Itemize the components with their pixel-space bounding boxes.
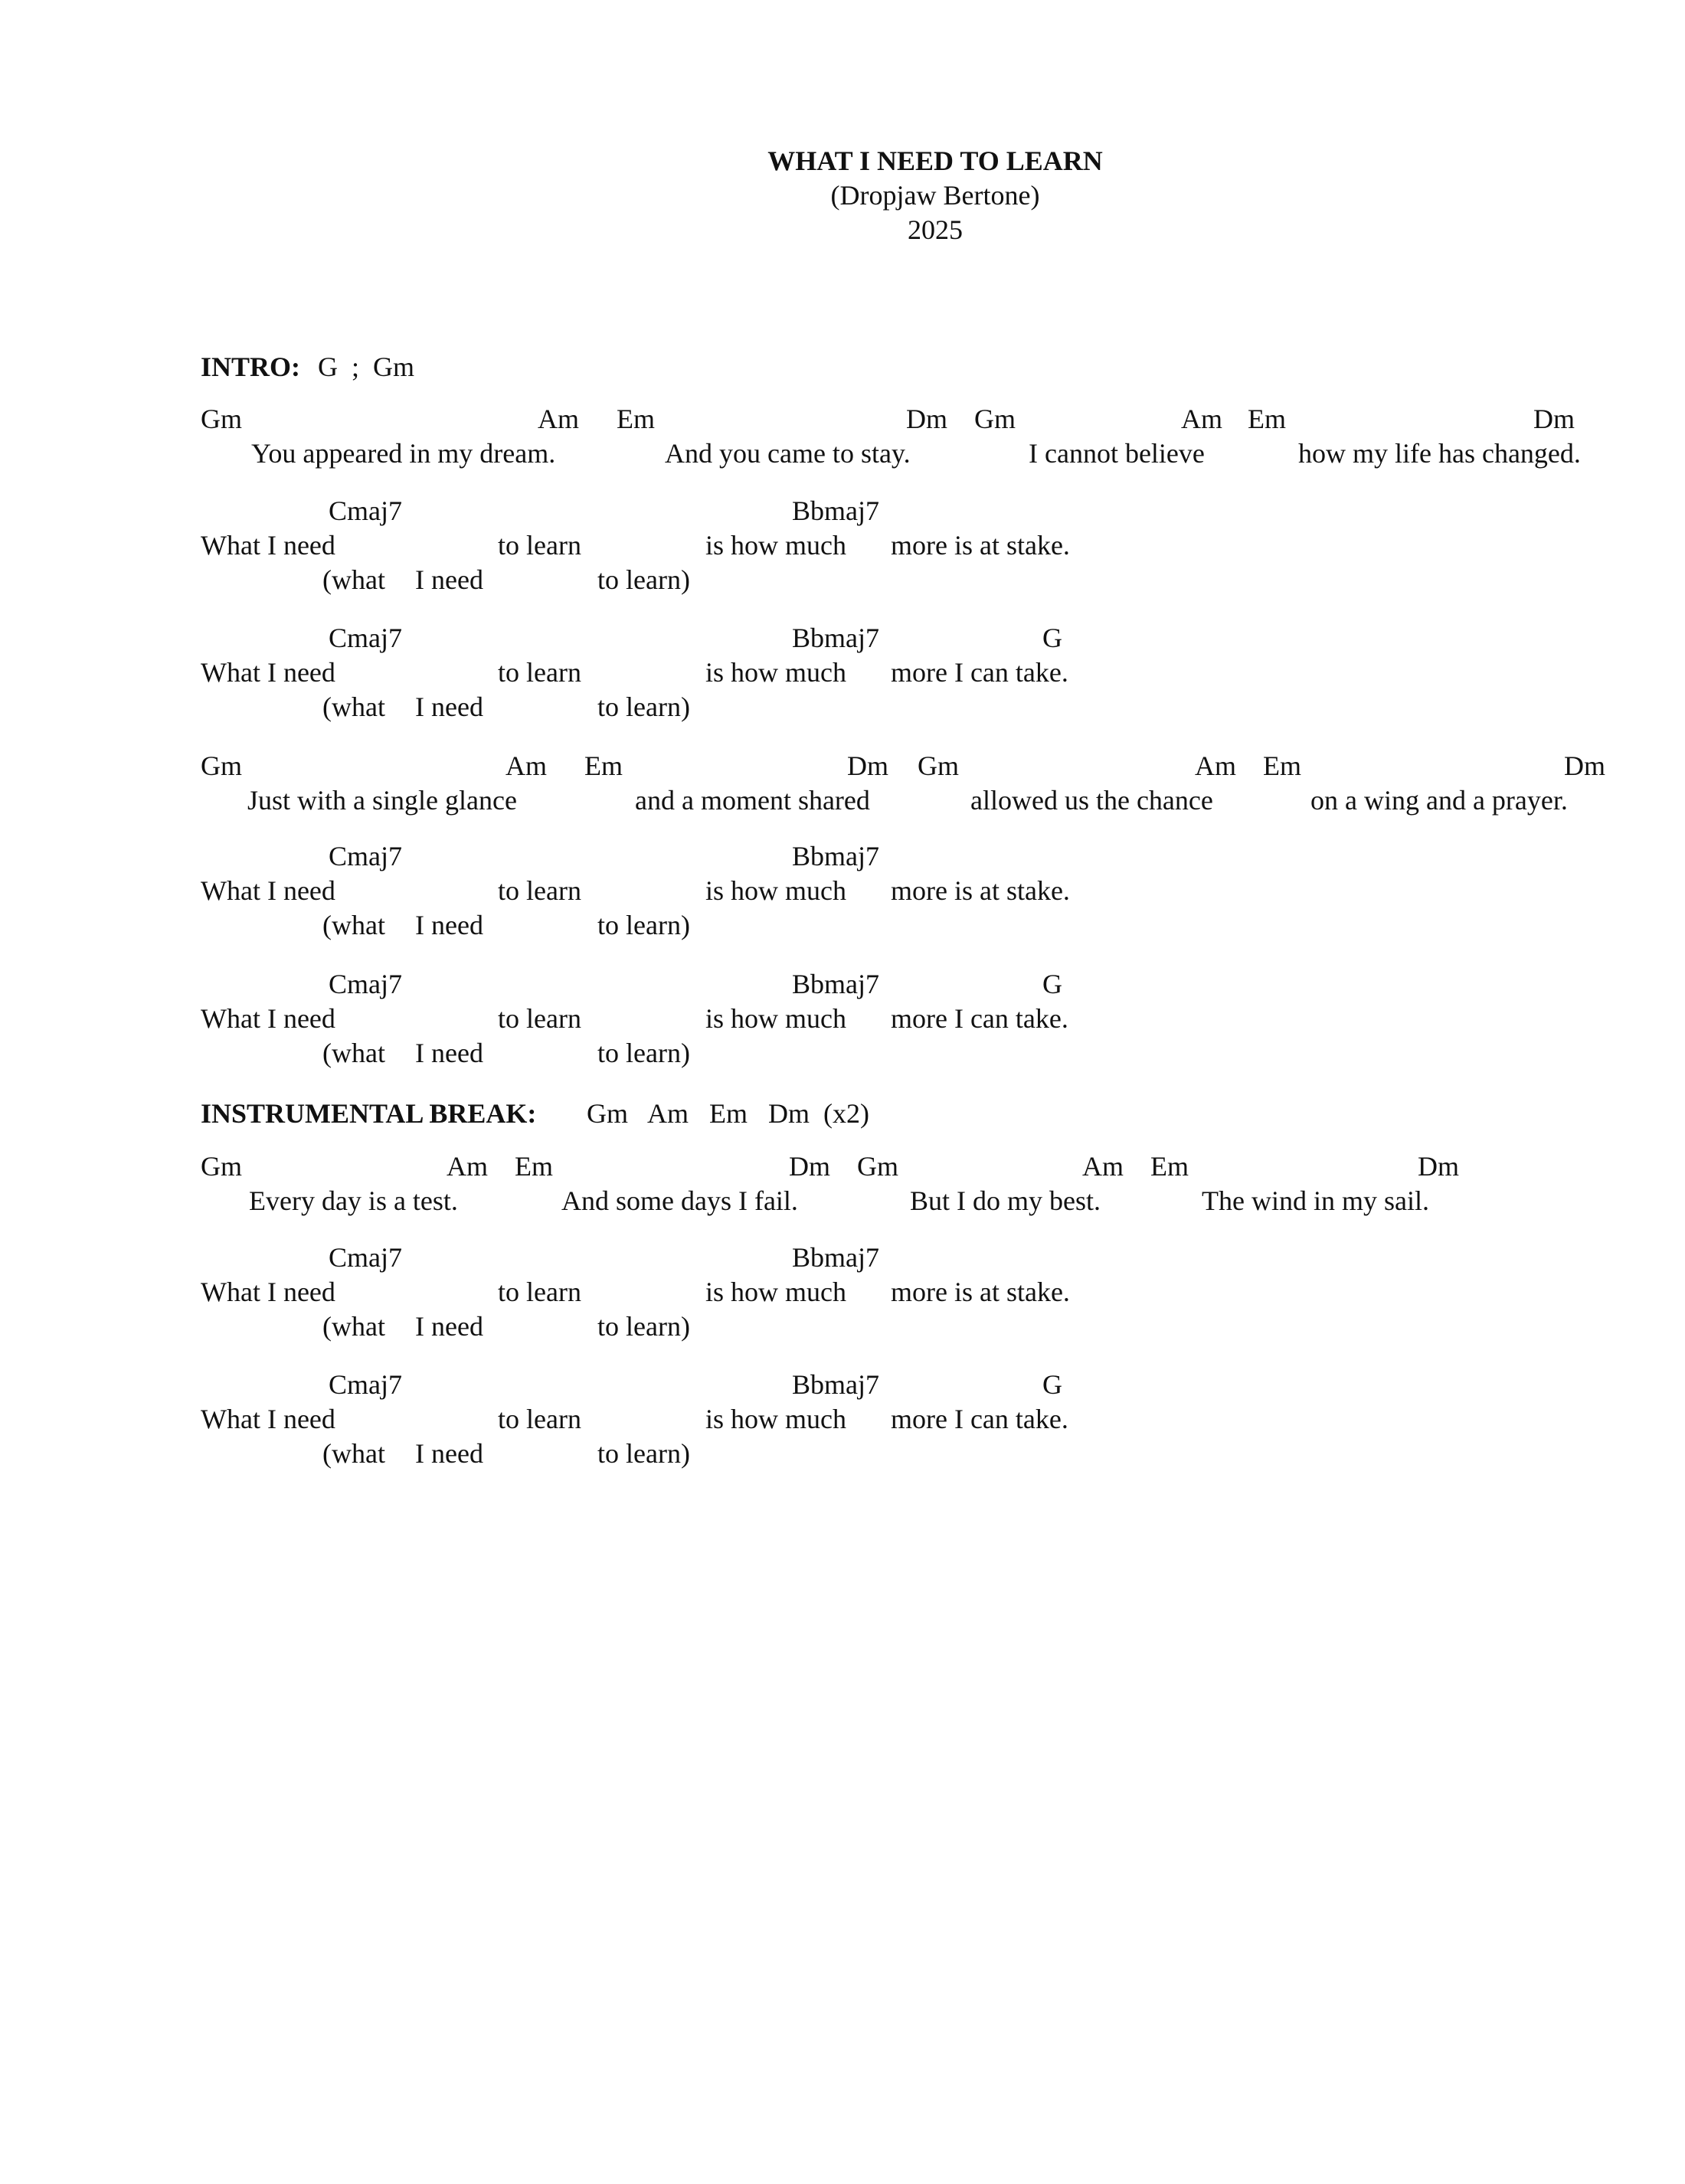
song-title: WHAT I NEED TO LEARN xyxy=(767,145,1103,176)
backing-vocal: (what xyxy=(322,910,385,940)
chord: Gm xyxy=(201,750,242,781)
lyric: to learn xyxy=(498,1404,581,1434)
backing-vocal: to learn) xyxy=(597,564,690,595)
lyric: is how much xyxy=(705,1003,846,1034)
backing-vocal: to learn) xyxy=(597,1438,690,1469)
chord: G xyxy=(1042,969,1062,999)
lyric: But I do my best. xyxy=(910,1185,1101,1216)
lyric: to learn xyxy=(498,530,581,561)
chord: Cmaj7 xyxy=(329,623,402,653)
lyric: is how much xyxy=(705,657,846,688)
chord: Dm xyxy=(906,404,947,434)
lyric: The wind in my sail. xyxy=(1202,1185,1429,1216)
chord: Bbmaj7 xyxy=(792,841,879,871)
chord: Gm xyxy=(201,404,242,434)
backing-vocal: I need xyxy=(415,1038,483,1068)
chord: Bbmaj7 xyxy=(792,1242,879,1273)
lyric: to learn xyxy=(498,875,581,906)
lyric: how my life has changed. xyxy=(1298,438,1581,469)
backing-vocal: (what xyxy=(322,1311,385,1342)
chord: Dm xyxy=(1418,1151,1459,1182)
lyric: is how much xyxy=(705,1277,846,1307)
chord: Gm xyxy=(201,1151,242,1182)
lyric: more I can take. xyxy=(891,1003,1068,1034)
chord: Am xyxy=(1181,404,1222,434)
chord: Bbmaj7 xyxy=(792,969,879,999)
lyric: And you came to stay. xyxy=(665,438,911,469)
lyric: more I can take. xyxy=(891,1404,1068,1434)
chord: Dm xyxy=(789,1151,830,1182)
chord: Gm xyxy=(974,404,1016,434)
chord: G xyxy=(1042,1369,1062,1400)
instrumental-label: INSTRUMENTAL BREAK: xyxy=(201,1098,537,1129)
chord: Am xyxy=(1195,750,1236,781)
backing-vocal: I need xyxy=(415,691,483,722)
chord: Am xyxy=(1082,1151,1124,1182)
chord: Gm xyxy=(857,1151,898,1182)
chord: Cmaj7 xyxy=(329,1242,402,1273)
chord: Dm xyxy=(1533,404,1575,434)
chord: Cmaj7 xyxy=(329,495,402,526)
backing-vocal: I need xyxy=(415,564,483,595)
chord: Am xyxy=(538,404,579,434)
lyric: I cannot believe xyxy=(1029,438,1205,469)
chord: Em xyxy=(1263,750,1301,781)
song-artist: (Dropjaw Bertone) xyxy=(830,180,1040,211)
lyric: You appeared in my dream. xyxy=(251,438,556,469)
lyric: What I need xyxy=(201,657,335,688)
song-year: 2025 xyxy=(908,214,963,245)
backing-vocal: to learn) xyxy=(597,910,690,940)
lyric: What I need xyxy=(201,1404,335,1434)
backing-vocal: to learn) xyxy=(597,691,690,722)
chord: Em xyxy=(1248,404,1286,434)
lyric: more is at stake. xyxy=(891,1277,1070,1307)
lyric: more I can take. xyxy=(891,657,1068,688)
chord: Bbmaj7 xyxy=(792,495,879,526)
chord: Gm xyxy=(918,750,959,781)
chord: Dm xyxy=(847,750,888,781)
backing-vocal: to learn) xyxy=(597,1038,690,1068)
lyric: to learn xyxy=(498,1003,581,1034)
chord: Em xyxy=(617,404,655,434)
chord: Cmaj7 xyxy=(329,1369,402,1400)
lyric: Just with a single glance xyxy=(247,785,517,816)
chord: Cmaj7 xyxy=(329,841,402,871)
chord: Em xyxy=(584,750,623,781)
lyric: more is at stake. xyxy=(891,875,1070,906)
backing-vocal: (what xyxy=(322,1038,385,1068)
lyric: is how much xyxy=(705,1404,846,1434)
chord: Am xyxy=(447,1151,488,1182)
chord: Dm xyxy=(1564,750,1605,781)
backing-vocal: I need xyxy=(415,1311,483,1342)
backing-vocal: (what xyxy=(322,1438,385,1469)
lyric: to learn xyxy=(498,657,581,688)
chord: Em xyxy=(1150,1151,1189,1182)
backing-vocal: I need xyxy=(415,1438,483,1469)
chord: Am xyxy=(506,750,547,781)
chord: Bbmaj7 xyxy=(792,623,879,653)
intro-chords: G ; Gm xyxy=(318,351,414,382)
lyric: is how much xyxy=(705,875,846,906)
lyric: on a wing and a prayer. xyxy=(1310,785,1568,816)
chord: Cmaj7 xyxy=(329,969,402,999)
chord: G xyxy=(1042,623,1062,653)
lyric: What I need xyxy=(201,1277,335,1307)
lyric: and a moment shared xyxy=(635,785,870,816)
backing-vocal: to learn) xyxy=(597,1311,690,1342)
backing-vocal: (what xyxy=(322,564,385,595)
lyric: What I need xyxy=(201,875,335,906)
backing-vocal: I need xyxy=(415,910,483,940)
lyric: to learn xyxy=(498,1277,581,1307)
backing-vocal: (what xyxy=(322,691,385,722)
instrumental-chords: Gm Am Em Dm (x2) xyxy=(587,1098,869,1129)
chord: Em xyxy=(515,1151,553,1182)
lyric: Every day is a test. xyxy=(249,1185,458,1216)
lyric: allowed us the chance xyxy=(970,785,1213,816)
intro-label: INTRO: xyxy=(201,351,301,382)
lyric: What I need xyxy=(201,1003,335,1034)
chord: Bbmaj7 xyxy=(792,1369,879,1400)
lyric: What I need xyxy=(201,530,335,561)
lyric: is how much xyxy=(705,530,846,561)
lyric: more is at stake. xyxy=(891,530,1070,561)
lyric: And some days I fail. xyxy=(561,1185,798,1216)
